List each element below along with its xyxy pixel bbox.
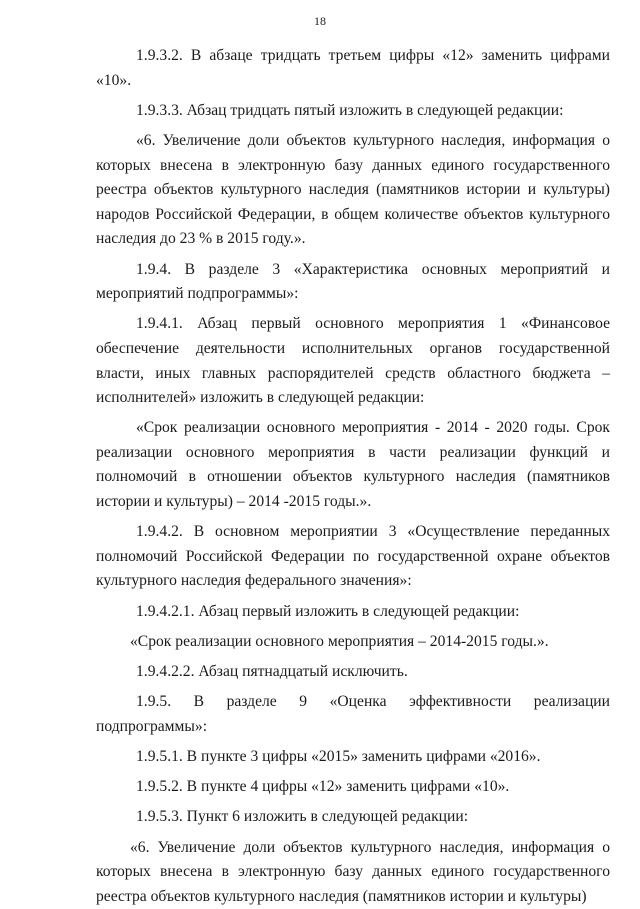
document-body bbox=[96, 44, 610, 909]
page-number: 18 bbox=[314, 14, 326, 28]
paragraph-1-9-3-3: 1.9.3.3. Абзац тридцать пятый изложить в следующей редакции: bbox=[136, 101, 564, 119]
paragraph-1-9-4-2: 1.9.4.2. В основном мероприятии 3 «Осуществление переданных полномочий Российской Федерации по государственной охране объектов культурного наследия федерального значения»: bbox=[96, 523, 610, 590]
paragraph-1-9-4-2-1: 1.9.4.2.1. Абзац первый изложить в следующей редакции: bbox=[136, 602, 520, 620]
paragraph-1-9-5-1: 1.9.5.1. В пункте 3 цифры «2015» заменить цифрами «2016». bbox=[136, 747, 541, 765]
quoted-term-short: «Срок реализации основного мероприятия – 2014-2015 годы.». bbox=[130, 632, 549, 650]
quoted-item-6-repeat: «6. Увеличение доли объектов культурного наследия, информация о которых внесена в электронную базу данных единого государственного реестра объектов культурного наследия (памятников истории и культуры) bbox=[96, 838, 610, 905]
quoted-term-text: «Срок реализации основного мероприятия - 2014 - 2020 годы. Срок реализации основного мероприятия в части реализации функций и полномочий в отношении объектов культурного наследия (памятников истории и культуры) – 2014 -2015 годы.». bbox=[96, 419, 610, 511]
paragraph-1-9-3-2: 1.9.3.2. В абзаце тридцать третьем цифры «12» заменить цифрами «10». bbox=[96, 47, 610, 89]
paragraph-1-9-5-2: 1.9.5.2. В пункте 4 цифры «12» заменить цифрами «10». bbox=[136, 778, 510, 796]
paragraph-1-9-5: 1.9.5. В разделе 9 «Оценка эффективности реализации подпрограммы»: bbox=[96, 693, 610, 735]
paragraph-1-9-4-1: 1.9.4.1. Абзац первый основного мероприятия 1 «Финансовое обеспечение деятельности исполнительных органов государственной власти, иных главных распорядителей средств областного бюджета – исполнителей» изложить в следующей редакции: bbox=[96, 315, 610, 407]
paragraph-1-9-5-3: 1.9.5.3. Пункт 6 изложить в следующей редакции: bbox=[136, 808, 469, 826]
paragraph-1-9-4: 1.9.4. В разделе 3 «Характеристика основных мероприятий и мероприятий подпрограммы»: bbox=[96, 260, 610, 303]
paragraph-1-9-4-2-2: 1.9.4.2.2. Абзац пятнадцатый исключить. bbox=[136, 663, 408, 680]
quoted-item-6: «6. Увеличение доли объектов культурного наследия, информация о которых внесена в электронную базу данных единого государственного реестра объектов культурного наследия (памятников истории и культуры) народов Российской Федерации, в общем количестве объектов культурного наследия до 23 % в 2015 году.». bbox=[96, 131, 610, 248]
